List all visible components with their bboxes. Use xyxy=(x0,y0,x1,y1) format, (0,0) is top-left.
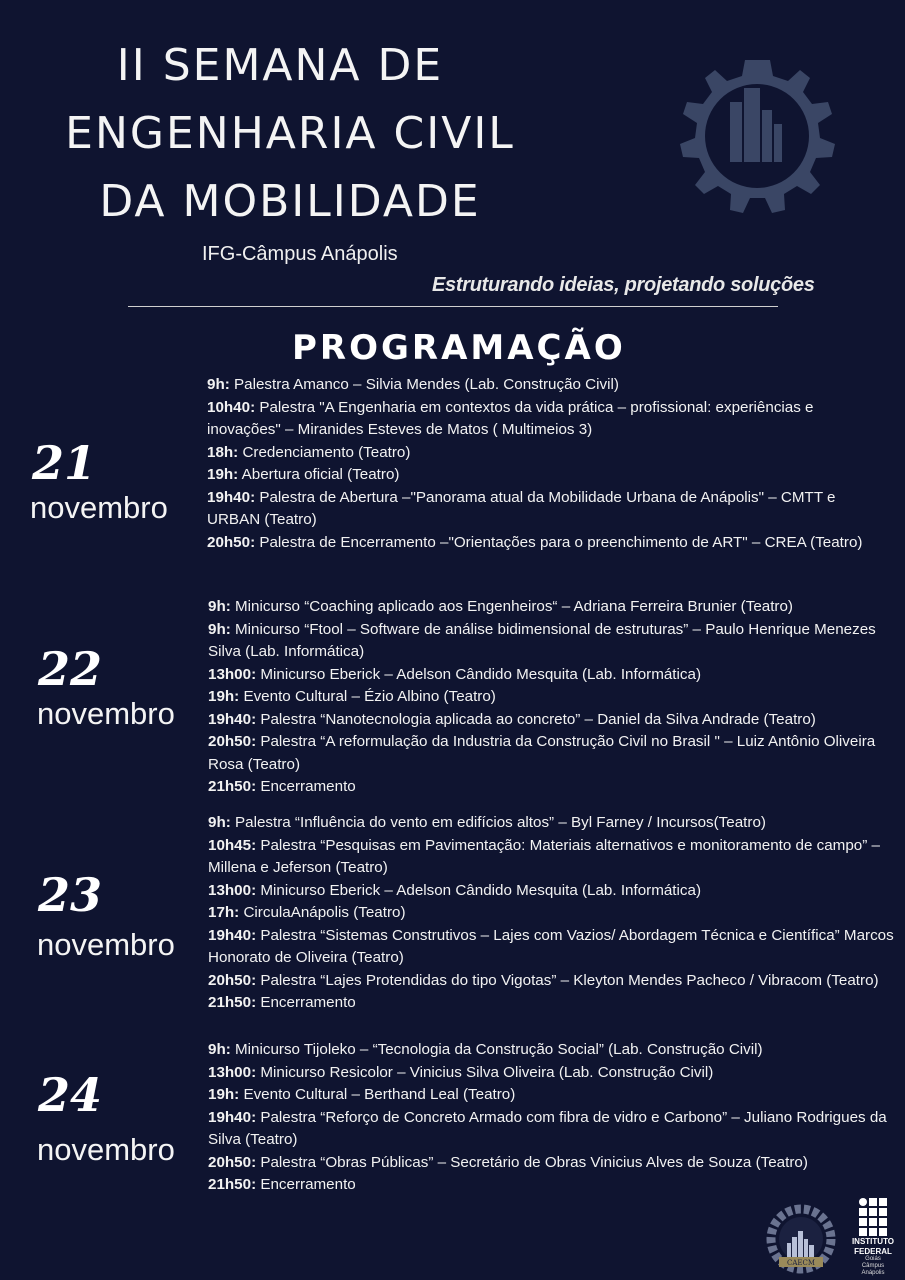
event-text: Encerramento xyxy=(256,994,356,1011)
if-logo-line4: Câmpus xyxy=(861,1263,885,1269)
event-time: 9h: xyxy=(207,376,230,393)
event-item xyxy=(208,596,888,619)
event-item xyxy=(207,397,882,442)
event-time: 18h: xyxy=(207,443,239,461)
event-item xyxy=(207,532,882,555)
event-item xyxy=(208,1084,888,1107)
day-month: novembro xyxy=(30,490,168,525)
day-month: novembro xyxy=(37,1132,175,1167)
event-item xyxy=(207,374,882,397)
event-item xyxy=(208,835,902,880)
day-month: novembro xyxy=(37,927,175,962)
event-time: 21h50: xyxy=(208,1176,257,1193)
event-text: Palestra “Sistemas Construtivos – Lajes com Vazios/ Abordagem Técnica e Científica” Marcos Honorato de Oliveira (Teatro) xyxy=(208,926,894,966)
caecm-logo-text: CAECM xyxy=(786,1259,816,1267)
day-number: 22 xyxy=(38,642,103,696)
event-text: Palestra “A reformulação da Industria da Construção Civil no Brasil " – Luiz Antônio Oliveira Rosa (Teatro) xyxy=(208,733,876,773)
event-text: Palestra “Reforço de Concreto Armado com fibra de vidro e Carbono” – Juliano Rodrigues da Silva (Teatro) xyxy=(208,1108,887,1148)
title-line-3: DA MOBILIDADE xyxy=(99,176,481,227)
day-number: 24 xyxy=(38,1068,103,1122)
event-text: Palestra “Obras Públicas” – Secretário de Obras Vinicius Alves de Souza (Teatro) xyxy=(256,1153,808,1171)
event-time: 21h50: xyxy=(208,778,257,795)
if-logo-icon xyxy=(845,1198,901,1277)
event-text: Minicurso Resicolor – Vinicius Silva Oliveira (Lab. Construção Civil) xyxy=(256,1063,714,1081)
event-text: Palestra “Pesquisas em Pavimentação: Materiais alternativos e monitoramento de campo” – Millena e Jeferson (Teatro) xyxy=(208,836,880,876)
event-text: Palestra Amanco – Silvia Mendes (Lab. Construção Civil) xyxy=(229,376,619,393)
event-item xyxy=(207,487,882,532)
event-item xyxy=(208,902,902,925)
event-text: Encerramento xyxy=(256,778,356,795)
campus-name: IFG-Câmpus Anápolis xyxy=(202,243,398,265)
event-text: Palestra “Lajes Protendidas do tipo Vigotas” – Kleyton Mendes Pacheco / Vibracom (Teatro) xyxy=(256,971,879,989)
event-item xyxy=(208,709,888,732)
event-time: 19h: xyxy=(208,1086,240,1103)
event-time: 19h40: xyxy=(207,488,256,506)
event-item xyxy=(208,925,902,970)
event-time: 9h: xyxy=(208,1041,231,1058)
title-line-2: ENGENHARIA CIVIL xyxy=(65,108,515,159)
event-text: Palestra "A Engenharia em contextos da vida prática – profissional: experiências e inovações" – Miranides Esteves de Matos ( Multimeios 3) xyxy=(207,398,814,438)
caecm-logo-icon xyxy=(765,1203,837,1275)
event-item xyxy=(208,686,888,709)
event-item xyxy=(207,464,882,487)
day-number: 21 xyxy=(32,436,97,490)
event-time: 20h50: xyxy=(208,733,257,750)
event-time: 10h40: xyxy=(207,398,256,416)
event-text: Palestra de Abertura –"Panorama atual da Mobilidade Urbana de Anápolis" – CMTT e URBAN (Teatro) xyxy=(207,488,836,528)
day-month: novembro xyxy=(37,696,175,731)
if-logo-line3: Goiás xyxy=(865,1256,881,1262)
event-item xyxy=(207,442,882,465)
event-time: 9h: xyxy=(208,814,231,831)
if-logo-line2: FEDERAL xyxy=(854,1247,892,1256)
event-text: CirculaAnápolis (Teatro) xyxy=(239,904,406,921)
event-text: Encerramento xyxy=(256,1176,356,1193)
event-text: Minicurso Tijoleko – “Tecnologia da Construção Social” (Lab. Construção Civil) xyxy=(230,1041,763,1058)
event-time: 20h50: xyxy=(208,1153,257,1171)
event-time: 20h50: xyxy=(208,971,257,989)
event-item xyxy=(208,992,902,1015)
event-text: Palestra “Influência do vento em edifícios altos” – Byl Farney / Incursos(Teatro) xyxy=(230,814,766,831)
event-text: Minicurso Eberick – Adelson Cândido Mesquita (Lab. Informática) xyxy=(256,665,701,683)
event-list-day-24 xyxy=(208,1039,888,1197)
tagline: Estruturando ideias, projetando soluções xyxy=(432,274,815,296)
event-item xyxy=(208,1039,888,1062)
if-logo-line1: INSTITUTO xyxy=(851,1237,895,1246)
day-number: 23 xyxy=(38,868,103,922)
event-item xyxy=(208,880,902,903)
event-time: 17h: xyxy=(208,904,240,921)
event-text: Minicurso “Coaching aplicado aos Engenheiros“ – Adriana Ferreira Brunier (Teatro) xyxy=(230,598,793,615)
event-list-day-22 xyxy=(208,596,888,799)
event-text: Palestra de Encerramento –"Orientações para o preenchimento de ART" – CREA (Teatro) xyxy=(255,533,863,551)
event-text: Evento Cultural – Berthand Leal (Teatro) xyxy=(239,1086,516,1103)
event-time: 19h40: xyxy=(208,710,257,728)
if-logo-line5: Anápolis xyxy=(861,1270,885,1276)
event-item xyxy=(208,1062,888,1085)
event-text: Credenciamento (Teatro) xyxy=(238,443,411,461)
event-text: Minicurso “Ftool – Software de análise bidimensional de estruturas” – Paulo Henrique Menezes Silva (Lab. Informática) xyxy=(208,620,876,660)
event-time: 20h50: xyxy=(207,533,256,551)
event-item xyxy=(208,812,902,835)
event-item xyxy=(208,1152,888,1175)
event-time: 19h: xyxy=(207,466,239,483)
event-time: 13h00: xyxy=(208,1063,257,1081)
event-time: 19h40: xyxy=(208,1108,257,1126)
event-item xyxy=(208,1107,888,1152)
event-time: 9h: xyxy=(208,598,231,615)
event-text: Palestra “Nanotecnologia aplicada ao concreto” – Daniel da Silva Andrade (Teatro) xyxy=(256,710,816,728)
event-list-day-23 xyxy=(208,812,902,1015)
event-time: 9h: xyxy=(208,620,231,638)
event-item xyxy=(208,970,902,993)
event-text: Minicurso Eberick – Adelson Cândido Mesquita (Lab. Informática) xyxy=(256,881,701,899)
program-title: PROGRAMAÇÃO xyxy=(292,328,626,368)
event-time: 13h00: xyxy=(208,665,257,683)
event-item xyxy=(208,619,888,664)
event-list-day-21 xyxy=(207,374,882,554)
event-time: 19h40: xyxy=(208,926,257,944)
event-time: 19h: xyxy=(208,688,240,705)
title-line-1: II SEMANA DE xyxy=(116,40,444,91)
event-text: Evento Cultural – Ézio Albino (Teatro) xyxy=(239,688,496,705)
if-logo-mark xyxy=(845,1198,901,1236)
event-item xyxy=(208,664,888,687)
event-text: Abertura oficial (Teatro) xyxy=(238,466,400,483)
event-time: 21h50: xyxy=(208,994,257,1011)
event-time: 13h00: xyxy=(208,881,257,899)
event-time: 10h45: xyxy=(208,836,257,854)
event-item xyxy=(208,731,888,776)
event-item xyxy=(208,776,888,799)
gear-logo-icon xyxy=(662,40,852,255)
divider-line xyxy=(128,306,778,307)
event-item xyxy=(208,1174,888,1197)
